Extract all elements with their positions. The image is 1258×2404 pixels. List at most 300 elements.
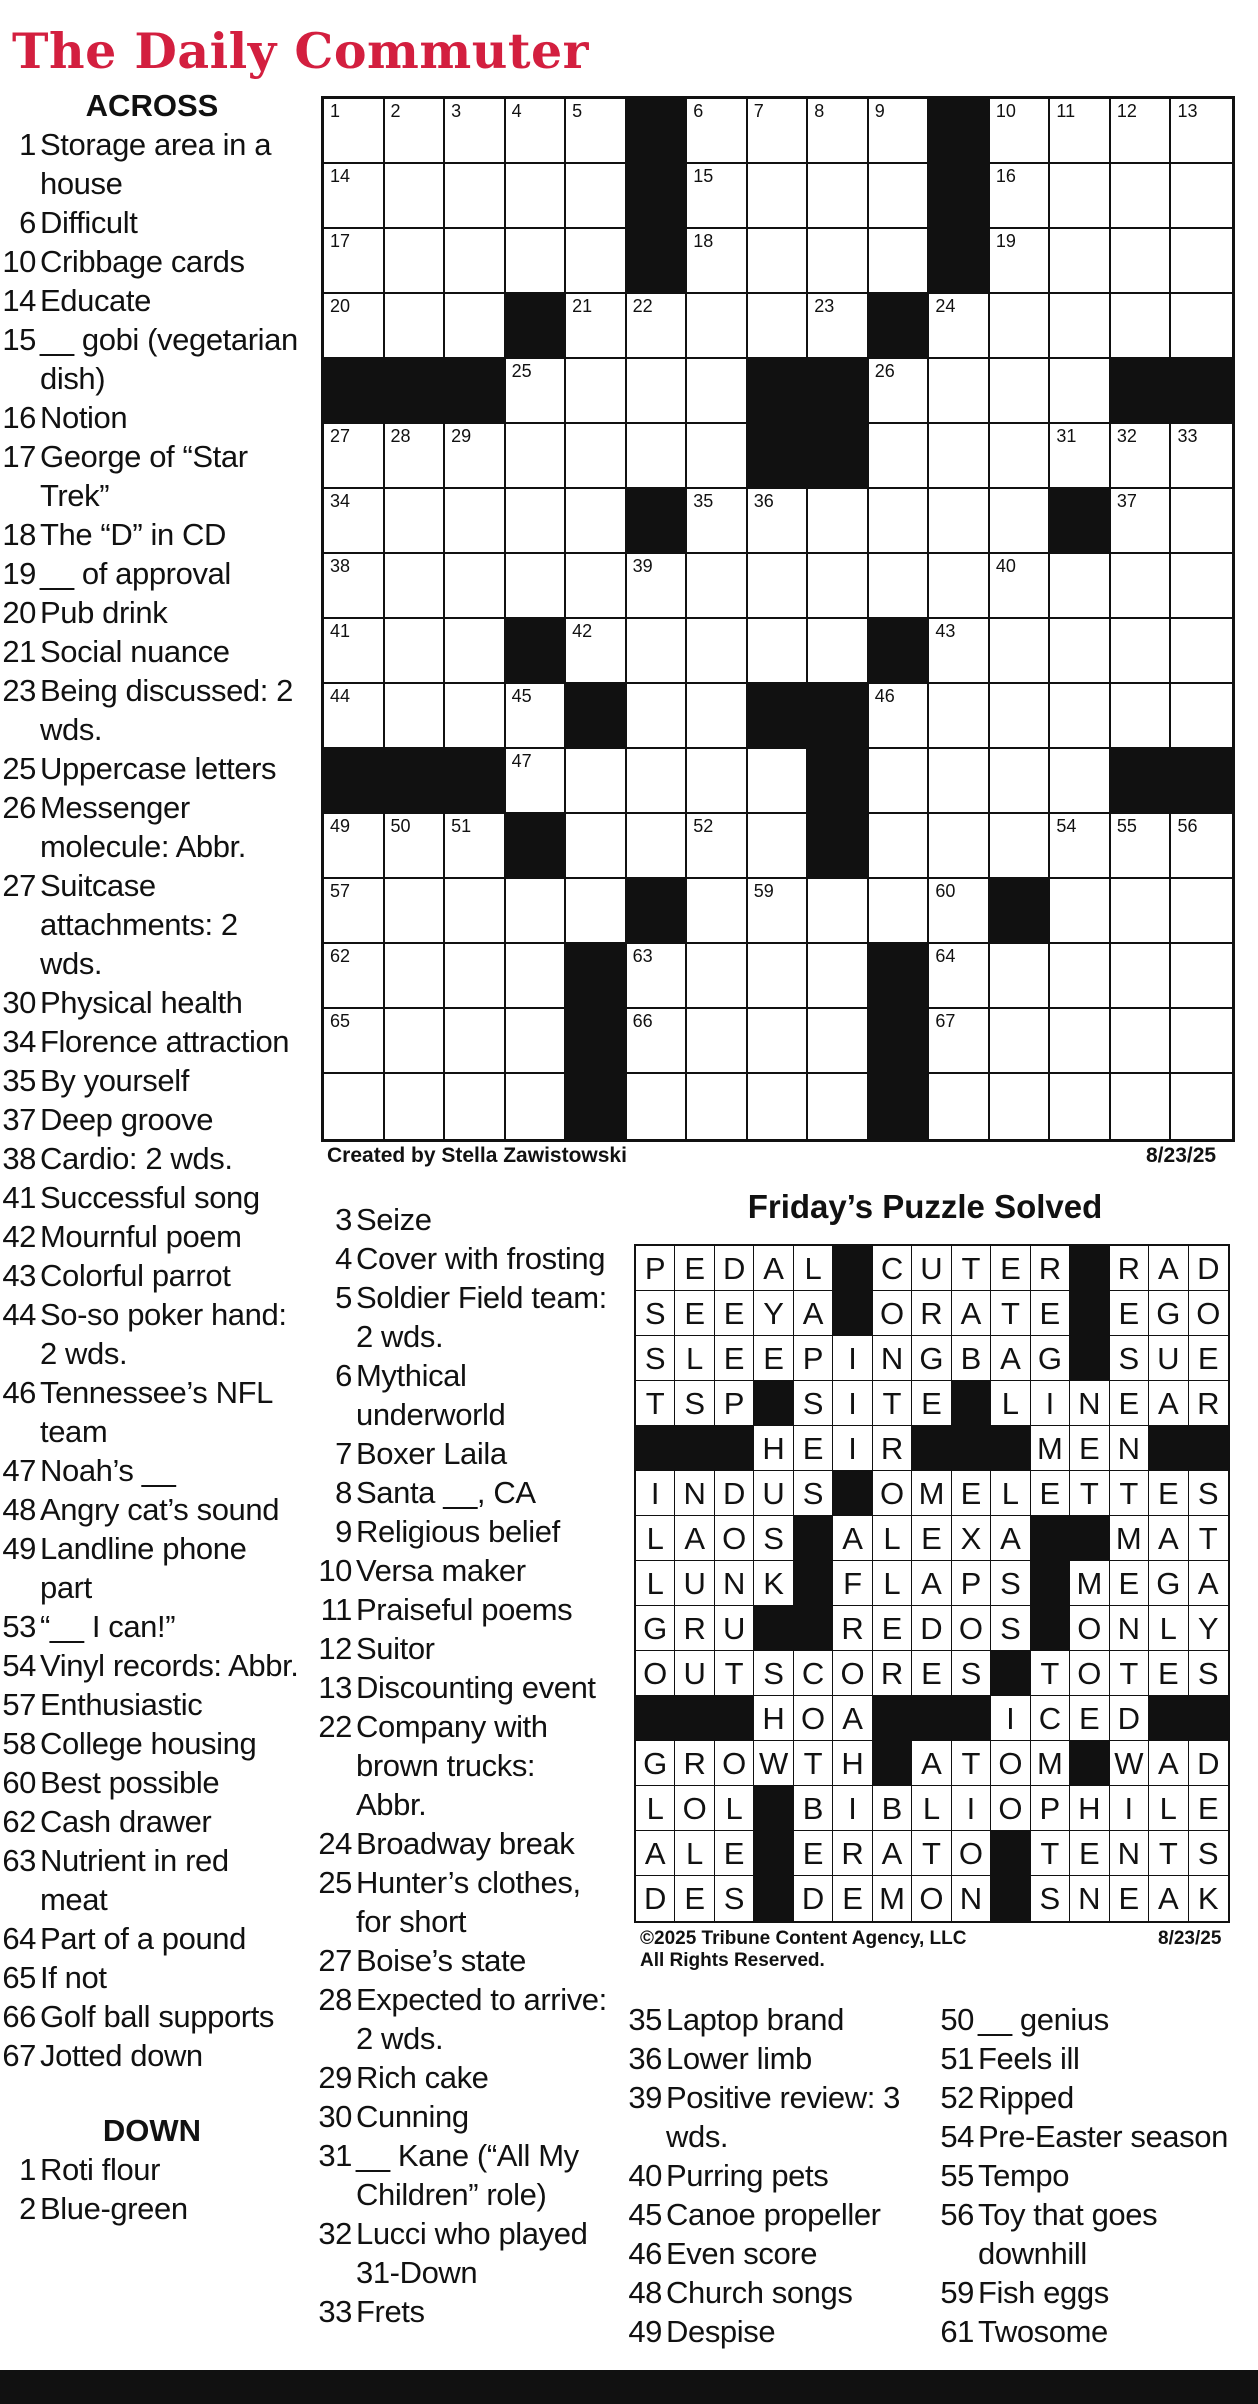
grid-cell[interactable] — [627, 814, 688, 879]
grid-cell[interactable] — [929, 359, 990, 424]
cell-number: 33 — [1177, 426, 1198, 446]
grid-cell[interactable] — [385, 229, 446, 294]
grid-cell[interactable] — [1171, 424, 1232, 489]
grid-cell[interactable] — [748, 554, 809, 619]
grid-cell[interactable] — [990, 1009, 1051, 1074]
grid-cell[interactable] — [385, 489, 446, 554]
grid-cell[interactable] — [1050, 99, 1111, 164]
grid-cell[interactable] — [385, 164, 446, 229]
grid-cell[interactable] — [1111, 554, 1172, 619]
solved-letter: Y — [754, 1291, 793, 1336]
grid-cell[interactable] — [324, 99, 385, 164]
grid-cell[interactable] — [808, 879, 869, 944]
solved-letter: I — [952, 1786, 991, 1831]
solved-letter: G — [1031, 1336, 1070, 1381]
solved-letter: C — [1031, 1696, 1070, 1741]
grid-cell[interactable] — [627, 554, 688, 619]
grid-cell[interactable] — [869, 359, 930, 424]
grid-cell[interactable] — [445, 99, 506, 164]
solved-letter: M — [873, 1876, 912, 1921]
grid-cell[interactable] — [1050, 1074, 1111, 1139]
grid-cell[interactable] — [324, 554, 385, 619]
grid-cell[interactable] — [1050, 619, 1111, 684]
grid-cell[interactable] — [687, 749, 748, 814]
grid-cell[interactable] — [1111, 619, 1172, 684]
grid-cell[interactable] — [445, 684, 506, 749]
solved-letter: L — [991, 1381, 1030, 1426]
black-square — [566, 1074, 627, 1139]
solved-letter: L — [636, 1561, 675, 1606]
grid-cell[interactable] — [445, 424, 506, 489]
grid-cell[interactable] — [506, 1009, 567, 1074]
grid-cell[interactable] — [445, 879, 506, 944]
grid-cell[interactable] — [990, 684, 1051, 749]
cell-number: 62 — [330, 946, 351, 966]
grid-cell[interactable] — [808, 1009, 869, 1074]
grid-cell[interactable] — [324, 294, 385, 359]
solved-black-square — [1031, 1516, 1070, 1561]
clue-number: 28 — [318, 1982, 352, 2017]
black-square — [990, 879, 1051, 944]
grid-cell[interactable] — [627, 749, 688, 814]
grid-cell[interactable] — [869, 229, 930, 294]
grid-cell[interactable] — [324, 229, 385, 294]
grid-cell[interactable] — [627, 424, 688, 489]
grid-cell[interactable] — [445, 229, 506, 294]
cell-number: 34 — [330, 491, 351, 511]
grid-cell[interactable] — [627, 684, 688, 749]
grid-cell[interactable] — [748, 749, 809, 814]
solved-black-square — [1189, 1696, 1228, 1741]
grid-cell[interactable] — [990, 944, 1051, 1009]
grid-cell[interactable] — [1050, 359, 1111, 424]
grid-cell[interactable] — [929, 619, 990, 684]
grid-cell[interactable] — [627, 1009, 688, 1074]
cell-number: 59 — [753, 881, 774, 901]
grid-cell[interactable] — [324, 1009, 385, 1074]
solved-letter: X — [952, 1516, 991, 1561]
grid-cell[interactable] — [869, 879, 930, 944]
grid-cell[interactable] — [566, 749, 627, 814]
grid-cell[interactable] — [385, 1009, 446, 1074]
solved-letter: L — [1149, 1786, 1188, 1831]
clue-item — [2, 125, 302, 203]
grid-cell[interactable] — [566, 619, 627, 684]
clue-number: 67 — [2, 2038, 36, 2073]
grid-cell[interactable] — [990, 489, 1051, 554]
clue-text: Discounting event — [356, 1670, 596, 1705]
grid-cell[interactable] — [324, 164, 385, 229]
cell-number: 32 — [1116, 426, 1137, 446]
grid-cell[interactable] — [748, 99, 809, 164]
grid-cell[interactable] — [324, 424, 385, 489]
grid-cell[interactable] — [869, 684, 930, 749]
grid-cell[interactable] — [506, 749, 567, 814]
grid-cell[interactable] — [1171, 554, 1232, 619]
cell-number: 65 — [330, 1011, 351, 1031]
grid-cell[interactable] — [1171, 684, 1232, 749]
grid-cell[interactable] — [990, 229, 1051, 294]
cell-number: 60 — [935, 881, 956, 901]
grid-cell[interactable] — [687, 554, 748, 619]
grid-cell[interactable] — [990, 99, 1051, 164]
grid-cell[interactable] — [506, 489, 567, 554]
grid-cell[interactable] — [324, 944, 385, 1009]
grid-cell[interactable] — [324, 1074, 385, 1139]
clue-item — [628, 2234, 928, 2273]
grid-cell[interactable] — [1111, 294, 1172, 359]
grid-cell[interactable] — [385, 294, 446, 359]
grid-cell[interactable] — [929, 554, 990, 619]
grid-cell[interactable] — [385, 619, 446, 684]
solved-letter: A — [833, 1516, 872, 1561]
cell-number: 47 — [511, 751, 532, 771]
solved-letter: A — [1149, 1876, 1188, 1921]
grid-cell[interactable] — [324, 879, 385, 944]
solved-letter: T — [1070, 1471, 1109, 1516]
grid-cell[interactable] — [990, 619, 1051, 684]
clue-text: Colorful parrot — [40, 1258, 231, 1293]
grid-cell[interactable] — [445, 489, 506, 554]
grid-cell[interactable] — [1050, 684, 1111, 749]
grid-cell[interactable] — [808, 619, 869, 684]
clue-item — [940, 2312, 1256, 2351]
grid-cell[interactable] — [627, 619, 688, 684]
grid-cell[interactable] — [445, 1074, 506, 1139]
grid-cell[interactable] — [687, 619, 748, 684]
solved-black-square — [715, 1696, 754, 1741]
solved-letter: E — [1110, 1561, 1149, 1606]
clue-item — [2, 398, 302, 437]
grid-cell[interactable] — [1050, 879, 1111, 944]
grid-cell[interactable] — [1111, 99, 1172, 164]
solved-letter: P — [794, 1336, 833, 1381]
clue-number: 34 — [2, 1024, 36, 1059]
grid-cell[interactable] — [748, 489, 809, 554]
solved-letter: E — [715, 1336, 754, 1381]
grid-cell[interactable] — [1111, 424, 1172, 489]
grid-cell[interactable] — [929, 1009, 990, 1074]
grid-cell[interactable] — [1171, 1009, 1232, 1074]
clue-text: Cunning — [356, 2099, 469, 2134]
grid-cell[interactable] — [808, 164, 869, 229]
solved-letter: C — [873, 1246, 912, 1291]
grid-cell[interactable] — [748, 1009, 809, 1074]
clue-number: 12 — [318, 1631, 352, 1666]
grid-cell[interactable] — [445, 164, 506, 229]
clue-text: Toy that goes downhill — [978, 2197, 1158, 2271]
grid-cell[interactable] — [1171, 1074, 1232, 1139]
clue-item — [2, 1256, 302, 1295]
solved-letter: A — [1149, 1381, 1188, 1426]
grid-cell[interactable] — [506, 684, 567, 749]
grid-cell[interactable] — [627, 1074, 688, 1139]
grid-cell[interactable] — [566, 424, 627, 489]
solved-letter: W — [754, 1741, 793, 1786]
clue-number: 3 — [335, 1202, 352, 1237]
black-square — [627, 229, 688, 294]
grid-cell[interactable] — [869, 99, 930, 164]
grid-cell[interactable] — [1050, 1009, 1111, 1074]
clue-item — [940, 2039, 1256, 2078]
solved-letter: S — [1189, 1651, 1228, 1696]
grid-cell[interactable] — [566, 879, 627, 944]
grid-cell[interactable] — [385, 1074, 446, 1139]
grid-cell[interactable] — [869, 164, 930, 229]
grid-cell[interactable] — [1111, 944, 1172, 1009]
grid-cell[interactable] — [869, 749, 930, 814]
grid-cell[interactable] — [445, 554, 506, 619]
solved-letter: A — [912, 1561, 951, 1606]
grid-cell[interactable] — [808, 554, 869, 619]
grid-cell[interactable] — [1050, 814, 1111, 879]
clue-item — [2, 1139, 302, 1178]
grid-cell[interactable] — [566, 554, 627, 619]
grid-cell[interactable] — [1050, 554, 1111, 619]
grid-cell[interactable] — [1171, 294, 1232, 359]
grid-cell[interactable] — [445, 944, 506, 1009]
grid-cell[interactable] — [385, 814, 446, 879]
grid-cell[interactable] — [566, 814, 627, 879]
grid-cell[interactable] — [687, 489, 748, 554]
grid-cell[interactable] — [990, 814, 1051, 879]
solved-black-square — [754, 1831, 793, 1876]
grid-cell[interactable] — [1111, 489, 1172, 554]
grid-cell[interactable] — [929, 749, 990, 814]
grid-cell[interactable] — [506, 879, 567, 944]
grid-cell[interactable] — [627, 294, 688, 359]
grid-cell[interactable] — [748, 229, 809, 294]
clue-number: 22 — [318, 1709, 352, 1744]
solved-black-square — [1189, 1426, 1228, 1471]
grid-cell[interactable] — [748, 814, 809, 879]
grid-cell[interactable] — [627, 359, 688, 424]
solved-black-square — [1070, 1741, 1109, 1786]
solved-letter: T — [636, 1381, 675, 1426]
grid-cell[interactable] — [1050, 944, 1111, 1009]
solved-letter: A — [952, 1291, 991, 1336]
grid-cell[interactable] — [506, 229, 567, 294]
grid-cell[interactable] — [687, 294, 748, 359]
clue-text: Social nuance — [40, 634, 230, 669]
clue-item — [628, 2000, 928, 2039]
black-square — [445, 749, 506, 814]
cell-number: 19 — [995, 231, 1016, 251]
clue-item — [318, 1278, 608, 1356]
grid-cell[interactable] — [506, 944, 567, 1009]
grid-cell[interactable] — [506, 1074, 567, 1139]
grid-cell[interactable] — [1111, 684, 1172, 749]
grid-cell[interactable] — [929, 294, 990, 359]
grid-cell[interactable] — [687, 879, 748, 944]
grid-cell[interactable] — [385, 944, 446, 1009]
grid-cell[interactable] — [869, 489, 930, 554]
grid-cell[interactable] — [687, 164, 748, 229]
grid-cell[interactable] — [1111, 229, 1172, 294]
clue-item — [318, 1239, 608, 1278]
solved-black-square — [873, 1741, 912, 1786]
grid-cell[interactable] — [869, 814, 930, 879]
clue-text: Cash drawer — [40, 1804, 212, 1839]
grid-cell[interactable] — [566, 164, 627, 229]
solved-black-square — [754, 1786, 793, 1831]
grid-cell[interactable] — [1171, 99, 1232, 164]
grid-cell[interactable] — [808, 1074, 869, 1139]
grid-cell[interactable] — [506, 359, 567, 424]
grid-cell[interactable] — [445, 1009, 506, 1074]
cell-number: 21 — [572, 296, 593, 316]
cell-number: 4 — [511, 101, 522, 121]
grid-cell[interactable] — [324, 489, 385, 554]
solved-letter: S — [991, 1561, 1030, 1606]
grid-cell[interactable] — [748, 164, 809, 229]
grid-cell[interactable] — [687, 944, 748, 1009]
grid-cell[interactable] — [929, 944, 990, 1009]
grid-cell[interactable] — [506, 99, 567, 164]
grid-cell[interactable] — [748, 879, 809, 944]
grid-cell[interactable] — [869, 424, 930, 489]
grid-cell[interactable] — [929, 489, 990, 554]
black-square — [869, 1074, 930, 1139]
grid-cell[interactable] — [1111, 879, 1172, 944]
grid-cell[interactable] — [1111, 164, 1172, 229]
grid-cell[interactable] — [687, 814, 748, 879]
clue-text: Positive review: 3 wds. — [666, 2080, 901, 2154]
solved-letter: T — [952, 1246, 991, 1291]
grid-cell[interactable] — [1111, 1009, 1172, 1074]
grid-cell[interactable] — [929, 879, 990, 944]
grid-cell[interactable] — [1171, 619, 1232, 684]
grid-cell[interactable] — [324, 684, 385, 749]
grid-cell[interactable] — [687, 1074, 748, 1139]
grid-cell[interactable] — [687, 1009, 748, 1074]
cell-number: 10 — [995, 101, 1016, 121]
clue-text: __ gobi (vegetarian dish) — [40, 322, 298, 396]
grid-cell[interactable] — [808, 229, 869, 294]
clue-item — [318, 1200, 608, 1239]
clue-item — [940, 2078, 1256, 2117]
solved-black-square — [1031, 1606, 1070, 1651]
clue-text: Noah’s __ — [40, 1453, 176, 1488]
clue-number: 55 — [940, 2158, 974, 2193]
clue-number: 1 — [19, 2152, 36, 2187]
grid-cell[interactable] — [1171, 879, 1232, 944]
solved-letter: G — [636, 1741, 675, 1786]
grid-cell[interactable] — [1050, 424, 1111, 489]
grid-cell[interactable] — [1050, 294, 1111, 359]
grid-cell[interactable] — [1111, 1074, 1172, 1139]
clue-number: 56 — [940, 2197, 974, 2232]
grid-cell[interactable] — [748, 944, 809, 1009]
cell-number: 26 — [874, 361, 895, 381]
solved-letter: O — [991, 1786, 1030, 1831]
grid-cell[interactable] — [687, 99, 748, 164]
grid-cell[interactable] — [748, 1074, 809, 1139]
grid-cell[interactable] — [808, 99, 869, 164]
grid-cell[interactable] — [324, 619, 385, 684]
grid-cell[interactable] — [929, 424, 990, 489]
grid-cell[interactable] — [687, 424, 748, 489]
cell-number: 23 — [814, 296, 835, 316]
grid-cell[interactable] — [566, 99, 627, 164]
grid-cell[interactable] — [385, 99, 446, 164]
grid-cell[interactable] — [990, 554, 1051, 619]
grid-cell[interactable] — [990, 359, 1051, 424]
clue-number: 19 — [2, 556, 36, 591]
grid-cell[interactable] — [385, 684, 446, 749]
cell-number: 16 — [995, 166, 1016, 186]
grid-cell[interactable] — [808, 489, 869, 554]
black-square — [1171, 359, 1232, 424]
grid-cell[interactable] — [1050, 749, 1111, 814]
grid-cell[interactable] — [748, 619, 809, 684]
black-square — [324, 359, 385, 424]
clue-number: 36 — [628, 2041, 662, 2076]
grid-cell[interactable] — [385, 554, 446, 619]
clue-item — [318, 1434, 608, 1473]
grid-cell[interactable] — [385, 879, 446, 944]
grid-cell[interactable] — [445, 814, 506, 879]
cell-number: 13 — [1177, 101, 1198, 121]
grid-cell[interactable] — [990, 1074, 1051, 1139]
grid-cell[interactable] — [1171, 814, 1232, 879]
grid-cell[interactable] — [869, 554, 930, 619]
grid-cell[interactable] — [566, 359, 627, 424]
clue-item — [318, 1590, 608, 1629]
grid-cell[interactable] — [1171, 229, 1232, 294]
grid-cell[interactable] — [929, 814, 990, 879]
grid-cell[interactable] — [1050, 164, 1111, 229]
grid-cell[interactable] — [1171, 164, 1232, 229]
grid-cell[interactable] — [990, 749, 1051, 814]
grid-cell[interactable] — [506, 164, 567, 229]
grid-cell[interactable] — [1111, 814, 1172, 879]
grid-cell[interactable] — [687, 359, 748, 424]
solved-letter: I — [991, 1696, 1030, 1741]
grid-cell[interactable] — [687, 229, 748, 294]
solved-letter: O — [873, 1291, 912, 1336]
grid-cell[interactable] — [566, 294, 627, 359]
grid-cell[interactable] — [506, 424, 567, 489]
grid-cell[interactable] — [566, 229, 627, 294]
grid-cell[interactable] — [385, 424, 446, 489]
solved-letter: L — [991, 1471, 1030, 1516]
clue-text: Part of a pound — [40, 1921, 246, 1956]
grid-cell[interactable] — [566, 489, 627, 554]
grid-cell[interactable] — [990, 164, 1051, 229]
solved-letter: N — [675, 1471, 714, 1516]
grid-cell[interactable] — [808, 294, 869, 359]
grid-cell[interactable] — [627, 944, 688, 1009]
black-square — [929, 99, 990, 164]
clue-text: Uppercase letters — [40, 751, 277, 786]
grid-cell[interactable] — [929, 1074, 990, 1139]
grid-cell[interactable] — [808, 944, 869, 1009]
grid-cell[interactable] — [445, 619, 506, 684]
grid-cell[interactable] — [748, 294, 809, 359]
grid-cell[interactable] — [1050, 229, 1111, 294]
solved-letter: R — [675, 1606, 714, 1651]
grid-cell[interactable] — [990, 294, 1051, 359]
grid-cell[interactable] — [1171, 489, 1232, 554]
grid-cell[interactable] — [506, 554, 567, 619]
grid-cell[interactable] — [1171, 944, 1232, 1009]
grid-cell[interactable] — [445, 294, 506, 359]
grid-cell[interactable] — [687, 684, 748, 749]
grid-cell[interactable] — [324, 814, 385, 879]
grid-cell[interactable] — [929, 684, 990, 749]
grid-cell[interactable] — [990, 424, 1051, 489]
